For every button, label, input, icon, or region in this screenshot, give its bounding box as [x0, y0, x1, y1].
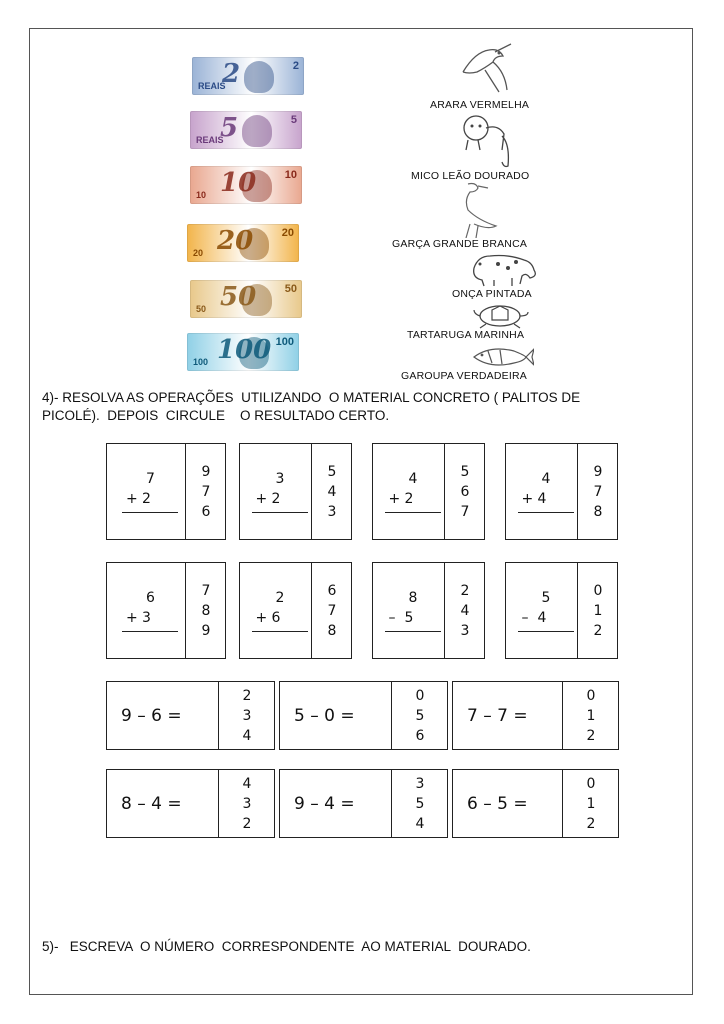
- answer-option[interactable]: 6: [201, 503, 211, 520]
- banknote-label: REAIS: [198, 81, 226, 91]
- result-line: [385, 512, 441, 513]
- banknote-label: 10: [196, 190, 207, 200]
- result-line: [252, 512, 308, 513]
- banknote-label: 20: [193, 248, 204, 258]
- banknote-value: 2: [222, 59, 241, 89]
- answer-option[interactable]: 6: [415, 727, 425, 744]
- question-5-text: 5)- ESCREVA O NÚMERO CORRESPONDENTE AO MATERIAL DOURADO.: [42, 939, 531, 954]
- banknote-corner-value: 5: [290, 114, 297, 126]
- second-operand: 4: [537, 609, 547, 626]
- animal-name: ONÇA PINTADA: [452, 288, 532, 300]
- answer-option[interactable]: 7: [460, 503, 470, 520]
- banknote-value: 20: [217, 226, 254, 256]
- second-operand: 2: [142, 490, 151, 507]
- answer-options: [218, 774, 276, 834]
- operator-sign: +: [126, 490, 138, 507]
- first-operand: 7: [146, 471, 155, 488]
- answer-option[interactable]: 7: [201, 483, 211, 500]
- second-operand: 3: [142, 609, 151, 626]
- answer-option[interactable]: 3: [415, 775, 425, 792]
- answer-option[interactable]: 9: [201, 622, 211, 639]
- banknote-10: [190, 166, 302, 204]
- answer-option[interactable]: 7: [201, 582, 211, 599]
- horizontal-operation-box: [106, 681, 275, 750]
- jaguar-icon: [468, 248, 540, 293]
- banknote-corner-value: 10: [284, 169, 297, 181]
- answer-option[interactable]: 6: [327, 582, 337, 599]
- operator-sign: +: [126, 609, 138, 626]
- answer-option[interactable]: 4: [415, 815, 425, 832]
- banknote-corner-value: 20: [281, 227, 294, 239]
- equation: 8 – 4 =: [121, 793, 182, 814]
- animal-name: GAROUPA VERDADEIRA: [401, 370, 527, 382]
- horizontal-operation-box: [452, 681, 619, 750]
- answer-option[interactable]: 2: [586, 815, 596, 832]
- banknote-100: [187, 333, 299, 371]
- first-operand: 4: [408, 471, 418, 488]
- answer-option[interactable]: 5: [415, 795, 425, 812]
- answer-options: [218, 686, 276, 746]
- answer-option[interactable]: 8: [201, 602, 211, 619]
- operation-area: [506, 444, 578, 539]
- operation-area: [373, 444, 445, 539]
- answer-option[interactable]: 2: [242, 815, 252, 832]
- answer-option[interactable]: 0: [586, 775, 596, 792]
- horizontal-operation-box: [279, 769, 448, 838]
- answer-options: [185, 581, 227, 641]
- vertical-operation-box: [239, 562, 352, 659]
- operation-area: [453, 770, 563, 837]
- operation-area: [453, 682, 563, 749]
- answer-option[interactable]: 2: [593, 622, 603, 639]
- banknote-corner-value: 50: [284, 283, 297, 295]
- first-operand: 6: [146, 590, 155, 607]
- equation: 5 – 0 =: [294, 705, 355, 726]
- answer-options: [185, 462, 227, 522]
- result-line: [122, 631, 178, 632]
- answer-option[interactable]: 4: [327, 483, 337, 500]
- answer-option[interactable]: 3: [242, 707, 252, 724]
- banknote-2: [192, 57, 304, 95]
- operation-area: [107, 770, 219, 837]
- first-operand: 4: [541, 471, 551, 488]
- result-line: [122, 512, 178, 513]
- operator-sign: –: [521, 609, 529, 626]
- second-operand: 2: [404, 490, 414, 507]
- operator-sign: +: [388, 490, 401, 507]
- answer-option[interactable]: 0: [593, 582, 603, 599]
- answer-options: [311, 581, 353, 641]
- answer-option[interactable]: 1: [593, 602, 603, 619]
- banknote-5: [190, 111, 302, 149]
- answer-options: [311, 462, 353, 522]
- operation-area: [240, 563, 312, 658]
- portrait-icon: [244, 61, 274, 93]
- equation: 6 – 5 =: [467, 793, 528, 814]
- banknote-label: REAIS: [196, 135, 224, 145]
- answer-option[interactable]: 3: [327, 503, 337, 520]
- answer-option[interactable]: 3: [242, 795, 252, 812]
- answer-option[interactable]: 5: [460, 463, 470, 480]
- operation-area: [107, 444, 186, 539]
- result-line: [518, 512, 574, 513]
- answer-option[interactable]: 9: [593, 463, 603, 480]
- vertical-operation-box: [505, 443, 618, 540]
- vertical-operation-box: [505, 562, 618, 659]
- equation: 9 – 6 =: [121, 705, 182, 726]
- answer-option[interactable]: 6: [460, 483, 470, 500]
- banknote-corner-value: 100: [275, 336, 294, 348]
- banknote-label: 50: [196, 304, 207, 314]
- first-operand: 5: [541, 590, 551, 607]
- horizontal-operation-box: [279, 681, 448, 750]
- answer-options: [562, 774, 620, 834]
- operation-area: [506, 563, 578, 658]
- result-line: [518, 631, 574, 632]
- vertical-operation-box: [106, 443, 226, 540]
- result-line: [385, 631, 441, 632]
- banknote-50: [190, 280, 302, 318]
- banknote-value: 10: [220, 168, 257, 198]
- answer-option[interactable]: 3: [460, 622, 470, 639]
- answer-option[interactable]: 2: [586, 727, 596, 744]
- first-operand: 8: [408, 590, 418, 607]
- answer-options: [562, 686, 620, 746]
- animal-name: GARÇA GRANDE BRANCA: [392, 238, 528, 250]
- portrait-icon: [242, 115, 272, 147]
- operation-area: [280, 770, 392, 837]
- first-operand: 2: [275, 590, 285, 607]
- macaw-icon: [455, 42, 515, 102]
- operation-area: [107, 682, 219, 749]
- answer-option[interactable]: 7: [327, 602, 337, 619]
- banknote-value: 100: [217, 335, 272, 365]
- answer-option[interactable]: 0: [586, 687, 596, 704]
- operation-area: [107, 563, 186, 658]
- second-operand: 4: [537, 490, 547, 507]
- answer-options: [391, 686, 449, 746]
- operation-area: [240, 444, 312, 539]
- answer-option[interactable]: 2: [460, 582, 470, 599]
- second-operand: 6: [271, 609, 281, 626]
- answer-options: [444, 581, 486, 641]
- answer-option[interactable]: 8: [593, 503, 603, 520]
- answer-options: [577, 581, 619, 641]
- answer-option[interactable]: 1: [586, 707, 596, 724]
- question-4-line-2: PICOLÉ). DEPOIS CIRCULE O RESULTADO CERTO.: [42, 408, 390, 423]
- answer-option[interactable]: 4: [460, 602, 470, 619]
- equation: 7 – 7 =: [467, 705, 528, 726]
- first-operand: 3: [275, 471, 285, 488]
- result-line: [252, 631, 308, 632]
- banknote-value: 5: [220, 113, 239, 143]
- answer-option[interactable]: 1: [586, 795, 596, 812]
- banknote-label: 100: [193, 357, 209, 367]
- answer-option[interactable]: 4: [242, 775, 252, 792]
- answer-option[interactable]: 4: [242, 727, 252, 744]
- answer-option[interactable]: 9: [201, 463, 211, 480]
- operator-sign: –: [388, 609, 396, 626]
- equation: 9 – 4 =: [294, 793, 355, 814]
- horizontal-operation-box: [106, 769, 275, 838]
- vertical-operation-box: [239, 443, 352, 540]
- animal-name: ARARA VERMELHA: [430, 99, 530, 111]
- banknote-20: [187, 224, 299, 262]
- second-operand: 2: [271, 490, 281, 507]
- answer-option[interactable]: 2: [242, 687, 252, 704]
- operator-sign: +: [521, 490, 534, 507]
- answer-option[interactable]: 5: [327, 463, 337, 480]
- banknote-corner-value: 2: [292, 60, 299, 72]
- question-4-line-1: 4)- RESOLVA AS OPERAÇÕES UTILIZANDO O MATERIAL CONCRETO ( PALITOS DE: [42, 390, 581, 405]
- banknote-value: 50: [220, 282, 257, 312]
- answer-options: [444, 462, 486, 522]
- horizontal-operation-box: [452, 769, 619, 838]
- vertical-operation-box: [372, 443, 485, 540]
- operation-area: [373, 563, 445, 658]
- animal-name: TARTARUGA MARINHA: [407, 329, 525, 341]
- heron-icon: [448, 180, 510, 243]
- operator-sign: +: [255, 490, 268, 507]
- vertical-operation-box: [372, 562, 485, 659]
- answer-option[interactable]: 8: [327, 622, 337, 639]
- answer-option[interactable]: 7: [593, 483, 603, 500]
- tamarin-icon: [458, 110, 518, 173]
- answer-options: [577, 462, 619, 522]
- vertical-operation-box: [106, 562, 226, 659]
- answer-option[interactable]: 5: [415, 707, 425, 724]
- operator-sign: +: [255, 609, 268, 626]
- second-operand: 5: [404, 609, 414, 626]
- answer-options: [391, 774, 449, 834]
- animal-name: MICO LEÃO DOURADO: [411, 170, 530, 182]
- answer-option[interactable]: 0: [415, 687, 425, 704]
- operation-area: [280, 682, 392, 749]
